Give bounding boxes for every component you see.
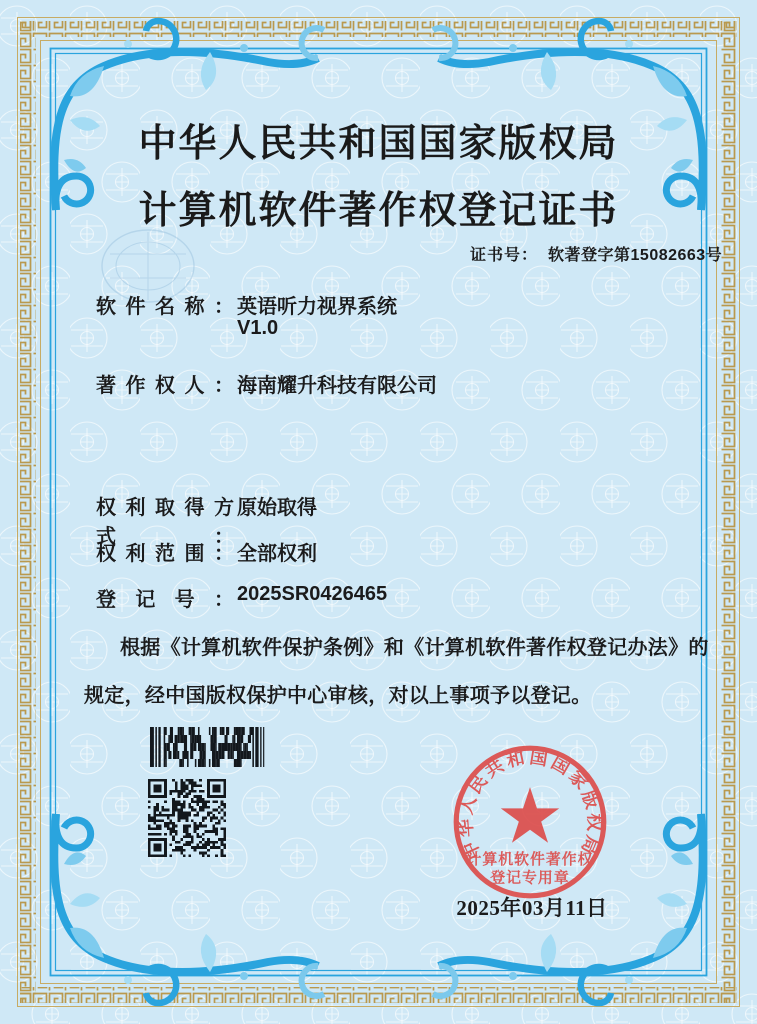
certificate-number-value: 软著登字第15082663号 [548, 247, 723, 264]
statement-line-1: 根据《计算机软件保护条例》和《计算机软件著作权登记办法》的 [120, 637, 709, 659]
barcode-2d [150, 727, 267, 767]
field-software-version: V1.0 [237, 317, 279, 339]
qr-code [148, 779, 226, 857]
field-registration-number [96, 583, 388, 612]
certificate-number-row [470, 242, 722, 265]
field-rights-scope [96, 537, 317, 566]
issue-date: 2025年03月11日 [456, 896, 608, 920]
field-label: 权利范围： [96, 543, 234, 565]
field-label: 软件名称： [96, 296, 234, 318]
seal-arc-text: 中华人民共和国国家版权局 [455, 746, 605, 863]
field-software-name [96, 290, 397, 319]
field-value: 全部权利 [237, 543, 317, 565]
authority-title: 中华人民共和国国家版权局 [138, 123, 619, 165]
document-type-title: 计算机软件著作权登记证书 [138, 190, 619, 232]
field-value: 海南耀升科技有限公司 [237, 375, 437, 397]
field-label: 权利取得方式： [96, 497, 234, 548]
field-label: 登记号： [96, 589, 234, 611]
field-copyright-owner [96, 369, 437, 398]
star-icon [501, 787, 559, 843]
official-seal [448, 740, 612, 904]
seal-center-line-2: 登记专用章 [490, 870, 570, 887]
field-value: 2025SR0426465 [237, 583, 388, 605]
statement-line-2: 规定，经中国版权保护中心审核，对以上事项予以登记。 [84, 685, 592, 707]
field-label: 著作权人： [96, 375, 234, 397]
certificate-number-label: 证书号： [470, 247, 539, 264]
seal-center-line-1: 计算机软件著作权 [466, 852, 594, 869]
field-value: 原始取得 [237, 497, 317, 519]
field-value: 英语听力视界系统 [237, 296, 397, 318]
